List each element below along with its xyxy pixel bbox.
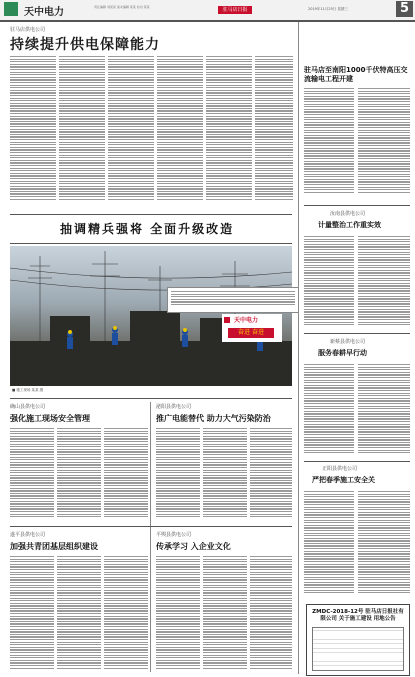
bottom-article-1-body-b (57, 428, 101, 520)
right-article-1-title: 驻马店至南阳1000千伏特高压交流输电工程开建 (304, 66, 408, 83)
lead-body-col-5 (206, 56, 252, 208)
page-number: 5 (396, 1, 413, 17)
bottom-article-4-kicker: 平舆县供电公司 (156, 532, 192, 538)
right-article-3-kicker: 新蔡县供电公司 (330, 339, 366, 345)
right-rule-3 (304, 461, 410, 462)
newspaper-logo: 驻马店日报 (218, 6, 252, 14)
right-article-4-kicker: 正阳县供电公司 (322, 466, 358, 472)
lead-body-col-3 (108, 56, 154, 208)
bottom-article-3-title: 加强共青团基层组织建设 (10, 542, 98, 551)
bottom-article-1-body-a (10, 428, 54, 520)
right-article-1-body-a (304, 88, 354, 198)
bottom-article-2-title: 推广电能替代 助力大气污染防治 (156, 414, 271, 423)
bottom-article-3-kicker: 遂平县供电公司 (10, 532, 46, 538)
banner-rule-top (10, 214, 292, 215)
lead-body-col-1 (10, 56, 56, 208)
photo-caption: ■ 施工现场 某某 摄 (12, 388, 44, 392)
bottom-article-2-body-c (250, 428, 292, 520)
section-title: 天中电力 (24, 7, 64, 18)
bottom-article-3-body-b (57, 556, 101, 672)
right-rule-1 (304, 205, 410, 206)
right-article-3-title: 服务春耕早行动 (318, 349, 367, 357)
banner-rule-bottom (10, 243, 292, 244)
section-marker-icon (4, 2, 18, 16)
lead-body-col-4 (157, 56, 203, 208)
bottom-article-4-title: 传承学习 入企业文化 (156, 542, 231, 551)
bottom-article-2-kicker: 泌阳县供电公司 (156, 404, 192, 410)
bottom-article-3-body-a (10, 556, 54, 672)
brand-overlay-name: 天中电力 (234, 317, 259, 324)
right-article-4-title: 严把春季施工安全关 (312, 476, 375, 484)
bottom-article-1-body-c (104, 428, 148, 520)
right-article-4-body-a (304, 491, 354, 597)
bottom-article-4-body-c (250, 556, 292, 672)
bottom-article-4-body-b (203, 556, 247, 672)
issue-date: 2019年11月25日 星期三 (308, 7, 348, 11)
lead-body-col-6 (255, 56, 293, 208)
editor-credits: 责任编辑 刘某某 美术编辑 某某 校对 某某 (94, 5, 150, 9)
bottom-article-1-title: 强化施工现场安全管理 (10, 414, 90, 423)
brand-overlay (222, 314, 282, 342)
right-article-3-body-b (358, 364, 410, 456)
banner-headline: 抽调精兵强将 全面升级改造 (60, 222, 235, 236)
right-article-1-body-b (358, 88, 410, 198)
bottom-article-2-body-a (156, 428, 200, 520)
right-article-4-body-b (358, 491, 410, 597)
right-article-2-body-a (304, 236, 354, 328)
right-article-2-title: 计量整治工作重实效 (318, 221, 381, 229)
right-article-3-body-a (304, 364, 354, 456)
bottom-column-divider (150, 402, 151, 672)
lead-body-col-2 (59, 56, 105, 208)
column-divider (298, 22, 299, 674)
photo-inset-text (167, 287, 299, 313)
brand-overlay-slogan: 奋进 奋进 (228, 328, 274, 338)
section-rule-middle (10, 398, 292, 399)
right-rule-2 (304, 333, 410, 334)
bottom-article-2-body-b (203, 428, 247, 520)
section-rule-lower (10, 526, 292, 527)
bottom-article-3-body-c (104, 556, 148, 672)
bottom-article-4-body-a (156, 556, 200, 672)
right-article-2-kicker: 汝南县供电公司 (330, 211, 366, 217)
notice-table (312, 627, 404, 671)
lead-kicker: 驻马店供电公司 (10, 27, 46, 33)
notice-title: ZMDC-2018-12号 驻马店日报社有限公司 关于施工建设 用地公告 (312, 609, 404, 622)
brand-mark-icon (224, 317, 230, 323)
lead-headline: 持续提升供电保障能力 (10, 37, 160, 53)
bottom-article-1-kicker: 确山县供电公司 (10, 404, 46, 410)
right-article-2-body-b (358, 236, 410, 328)
